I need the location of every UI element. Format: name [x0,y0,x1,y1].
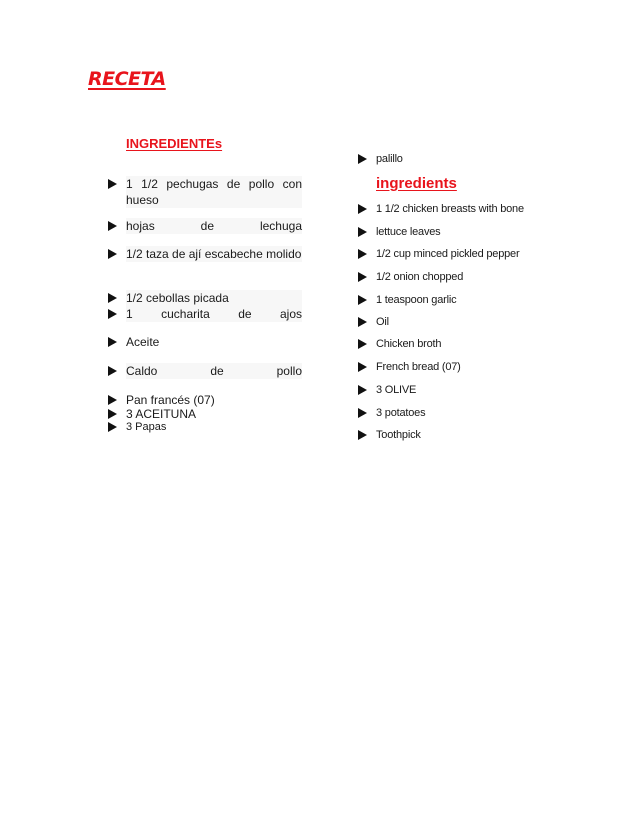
list-item [358,269,558,285]
triangle-bullet-icon [108,309,117,319]
document-title: RECETA [88,68,166,90]
triangle-bullet-icon [358,362,367,372]
triangle-bullet-icon [358,249,367,259]
triangle-bullet-icon [358,430,367,440]
list-item-text: 1 1/2 chicken breasts with bone [376,203,524,215]
list-item [358,359,558,375]
list-item [358,292,558,308]
list-item-text: 1 1/2 pechugas de pollo con hueso [126,177,302,207]
list-item [358,336,558,352]
list-item-text: 3 OLIVE [376,384,417,396]
triangle-bullet-icon [358,272,367,282]
english-heading: ingredients [376,175,457,192]
list-item-text: 3 ACEITUNA [126,407,197,421]
list-item [358,224,558,240]
list-item [108,334,302,350]
list-item-text: French bread (07) [376,361,461,373]
list-item-text: hojas de lechuga [126,219,302,233]
list-item-text: Chicken broth [376,338,442,350]
list-item-text: 1/2 taza de ají escabeche molido [126,247,302,261]
spanish-heading: INGREDIENTEs [126,136,223,151]
triangle-bullet-icon [358,317,367,327]
triangle-bullet-icon [108,366,117,376]
triangle-bullet-icon [108,221,117,231]
list-item [108,306,302,322]
triangle-bullet-icon [358,385,367,395]
triangle-bullet-icon [108,179,117,189]
list-item [358,201,558,217]
list-item-text: Aceite [126,335,160,349]
triangle-bullet-icon [108,293,117,303]
list-item [108,246,302,262]
list-item [358,427,558,443]
triangle-bullet-icon [358,408,367,418]
list-item-text: Toothpick [376,429,421,441]
list-item-text: 1 cucharita de ajos [126,307,302,321]
list-item-text: 3 potatoes [376,407,426,419]
list-item-text: lettuce leaves [376,226,441,238]
list-item [108,176,302,208]
list-item-text: 1/2 onion chopped [376,271,464,283]
triangle-bullet-icon [358,154,367,164]
triangle-bullet-icon [358,295,367,305]
list-item-text: Pan francés (07) [126,393,215,407]
triangle-bullet-icon [358,227,367,237]
triangle-bullet-icon [108,395,117,405]
list-item-text: 1/2 cebollas picada [126,290,302,306]
list-item [358,246,558,262]
list-item-text: Oil [376,316,389,328]
list-item-text: Caldo de pollo [126,364,302,378]
list-item [108,218,302,234]
list-item [358,151,558,167]
triangle-bullet-icon [358,339,367,349]
list-item-text: 3 Papas [126,421,167,433]
triangle-bullet-icon [108,409,117,419]
list-item [358,314,558,330]
list-item [108,363,302,379]
triangle-bullet-icon [108,337,117,347]
list-item-text: 1/2 cup minced pickled pepper [376,248,520,260]
list-item [108,290,302,306]
list-item-text: palillo [376,153,403,165]
list-item [358,382,558,398]
triangle-bullet-icon [358,204,367,214]
triangle-bullet-icon [108,249,117,259]
triangle-bullet-icon [108,422,117,432]
list-item-text: 1 teaspoon garlic [376,294,457,306]
list-item [108,419,302,435]
list-item [358,405,558,421]
